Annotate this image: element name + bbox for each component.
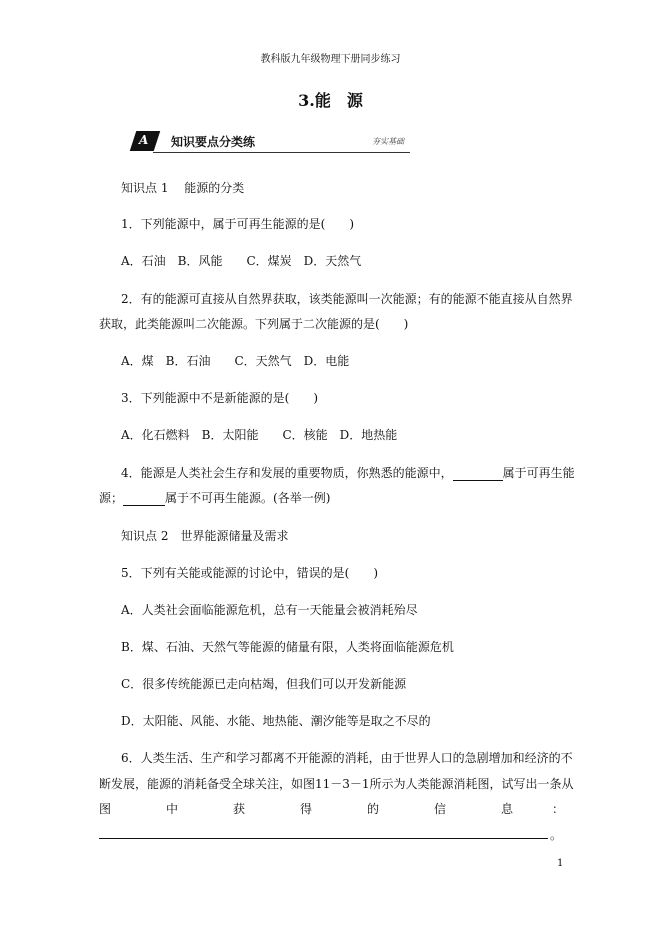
banner-subtitle: 夯实基础 (372, 137, 404, 146)
knowledge-point-2: 知识点 2 世界能源储量及需求 (121, 529, 289, 543)
question-5-option-c: C．很多传统能源已走向枯竭，但我们可以开发新能源 (121, 677, 407, 691)
question-6-line-2: 断发展，能源的消耗备受全球关注，如图11－3－1所示为人类能源消耗图，试写出一条从 (99, 777, 574, 791)
page-number: 1 (557, 858, 564, 869)
answer-blank-2[interactable] (123, 493, 165, 506)
question-4-line-2 (99, 489, 330, 506)
question-6-line-1: 6．人类生活、生产和学习都离不开能源的消耗，由于世界人口的急剧增加和经济的不 (121, 751, 573, 765)
lesson-title: 3.能 源 (298, 91, 363, 110)
question-1-stem: 1．下列能源中，属于可再生能源的是( ) (121, 217, 354, 231)
question-3-options: A．化石燃料 B．太阳能 C．核能 D．地热能 (121, 428, 398, 442)
question-4-text-b: 属于可再生能 (502, 466, 575, 480)
q6-char: 得 (300, 802, 313, 816)
question-1-options: A．石油 B．风能 C．煤炭 D．天然气 (121, 254, 362, 268)
question-2-line-2: 获取，此类能源叫二次能源。下列属于二次能源的是( ) (99, 317, 409, 331)
q6-char: 息 (501, 802, 514, 816)
question-2-options: A．煤 B．石油 C．天然气 D．电能 (121, 354, 350, 368)
question-5-option-d: D．太阳能、风能、水能、地热能、潮汐能等是取之不尽的 (121, 714, 431, 728)
banner-rule (153, 152, 410, 153)
question-5-option-b: B．煤、石油、天然气等能源的储量有限，人类将面临能源危机 (121, 640, 454, 654)
answer-blank-1[interactable] (453, 468, 503, 481)
q6-char: 的 (367, 802, 380, 816)
page-header: 教科版九年级物理下册同步练习 (260, 54, 401, 65)
question-4-line-1 (121, 464, 575, 481)
knowledge-point-1: 知识点 1 能源的分类 (121, 181, 245, 195)
section-banner (133, 131, 410, 155)
q6-char: 图 (99, 802, 112, 816)
banner-letter: A (139, 133, 149, 147)
question-5-option-a: A．人类社会面临能源危机，总有一天能量会被消耗殆尽 (121, 603, 418, 617)
question-6-end: 。 (550, 828, 563, 842)
banner-title: 知识要点分类练 (171, 135, 256, 149)
q6-char: ： (552, 802, 565, 816)
answer-line[interactable] (99, 838, 548, 839)
q6-char: 中 (166, 802, 179, 816)
question-4-text-d: 属于不可再生能源。(各举一例) (165, 491, 331, 505)
question-4-text-c: 源； (99, 491, 124, 505)
question-2-line-1: 2．有的能源可直接从自然界获取，该类能源叫一次能源；有的能源不能直接从自然界 (121, 292, 573, 306)
question-4-text-a: 4．能源是人类社会生存和发展的重要物质，你熟悉的能源中， (121, 466, 453, 480)
q6-char: 信 (434, 802, 447, 816)
question-5-stem: 5．下列有关能或能源的讨论中，错误的是( ) (121, 566, 378, 580)
q6-char: 获 (233, 802, 246, 816)
question-3-stem: 3．下列能源中不是新能源的是( ) (121, 391, 318, 405)
